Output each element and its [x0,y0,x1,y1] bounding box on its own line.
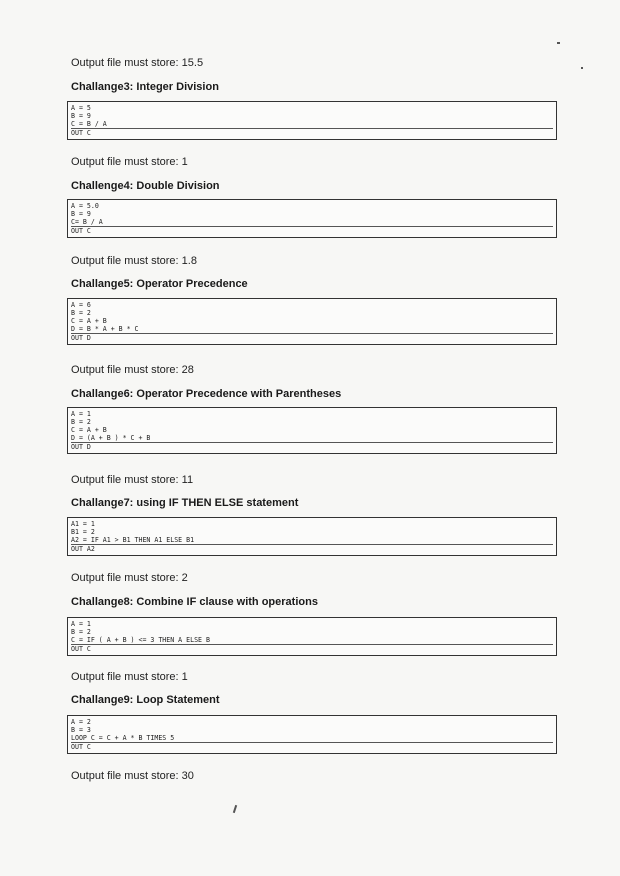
code-line: B = 9 [71,112,91,120]
challenge-heading: Challange7: using IF THEN ELSE statement [71,497,299,509]
code-line: OUT D [71,333,553,342]
code-box [67,407,557,454]
code-line: C = A + B [71,317,107,325]
output-line: Output file must store: 2 [71,572,188,584]
challenge-heading: Challange5: Operator Precedence [71,278,248,290]
code-line: A = 1 [71,620,91,628]
output-line: Output file must store: 30 [71,770,194,782]
code-line: A2 = IF A1 > B1 THEN A1 ELSE B1 [71,536,195,544]
code-line: D = B * A + B * C [71,325,139,333]
code-line: B = 9 [71,210,91,218]
output-line: Output file must store: 1 [71,671,188,683]
code-line: OUT C [71,128,553,137]
challenge-heading: Challenge4: Double Division [71,180,220,192]
output-line: Output file must store: 11 [71,474,194,486]
code-line: OUT D [71,442,553,451]
code-line: C = IF ( A + B ) <= 3 THEN A ELSE B [71,636,210,644]
code-line: C= B / A [71,218,103,226]
code-line: B = 2 [71,309,91,317]
code-line: LOOP C = C + A * B TIMES 5 [71,734,175,742]
code-box [67,715,557,754]
scan-speck [557,42,560,44]
code-box [67,298,557,345]
code-box [67,199,557,238]
code-line: C = B / A [71,120,107,128]
code-line: B = 2 [71,418,91,426]
code-box [67,101,557,140]
output-line: Output file must store: 15.5 [71,57,204,69]
challenge-heading: Challange6: Operator Precedence with Parentheses [71,388,342,400]
code-line: A = 2 [71,718,91,726]
code-line: B = 3 [71,726,91,734]
code-line: A = 1 [71,410,91,418]
code-line: A = 5.0 [71,202,99,210]
scan-speck [581,67,583,69]
code-line: C = A + B [71,426,107,434]
challenge-heading: Challange3: Integer Division [71,81,219,93]
pen-mark [233,805,237,813]
code-box [67,517,557,556]
code-line: A = 5 [71,104,91,112]
output-line: Output file must store: 28 [71,364,194,376]
code-line: OUT C [71,226,553,235]
challenge-heading: Challange9: Loop Statement [71,694,220,706]
code-line: OUT A2 [71,544,553,553]
code-line: B = 2 [71,628,91,636]
output-line: Output file must store: 1 [71,156,188,168]
code-line: A = 6 [71,301,91,309]
code-line: A1 = 1 [71,520,95,528]
code-line: D = (A + B ) * C + B [71,434,151,442]
code-line: OUT C [71,742,553,751]
challenge-heading: Challange8: Combine IF clause with operations [71,596,318,608]
code-line: B1 = 2 [71,528,95,536]
code-box [67,617,557,656]
code-line: OUT C [71,644,553,653]
output-line: Output file must store: 1.8 [71,255,197,267]
